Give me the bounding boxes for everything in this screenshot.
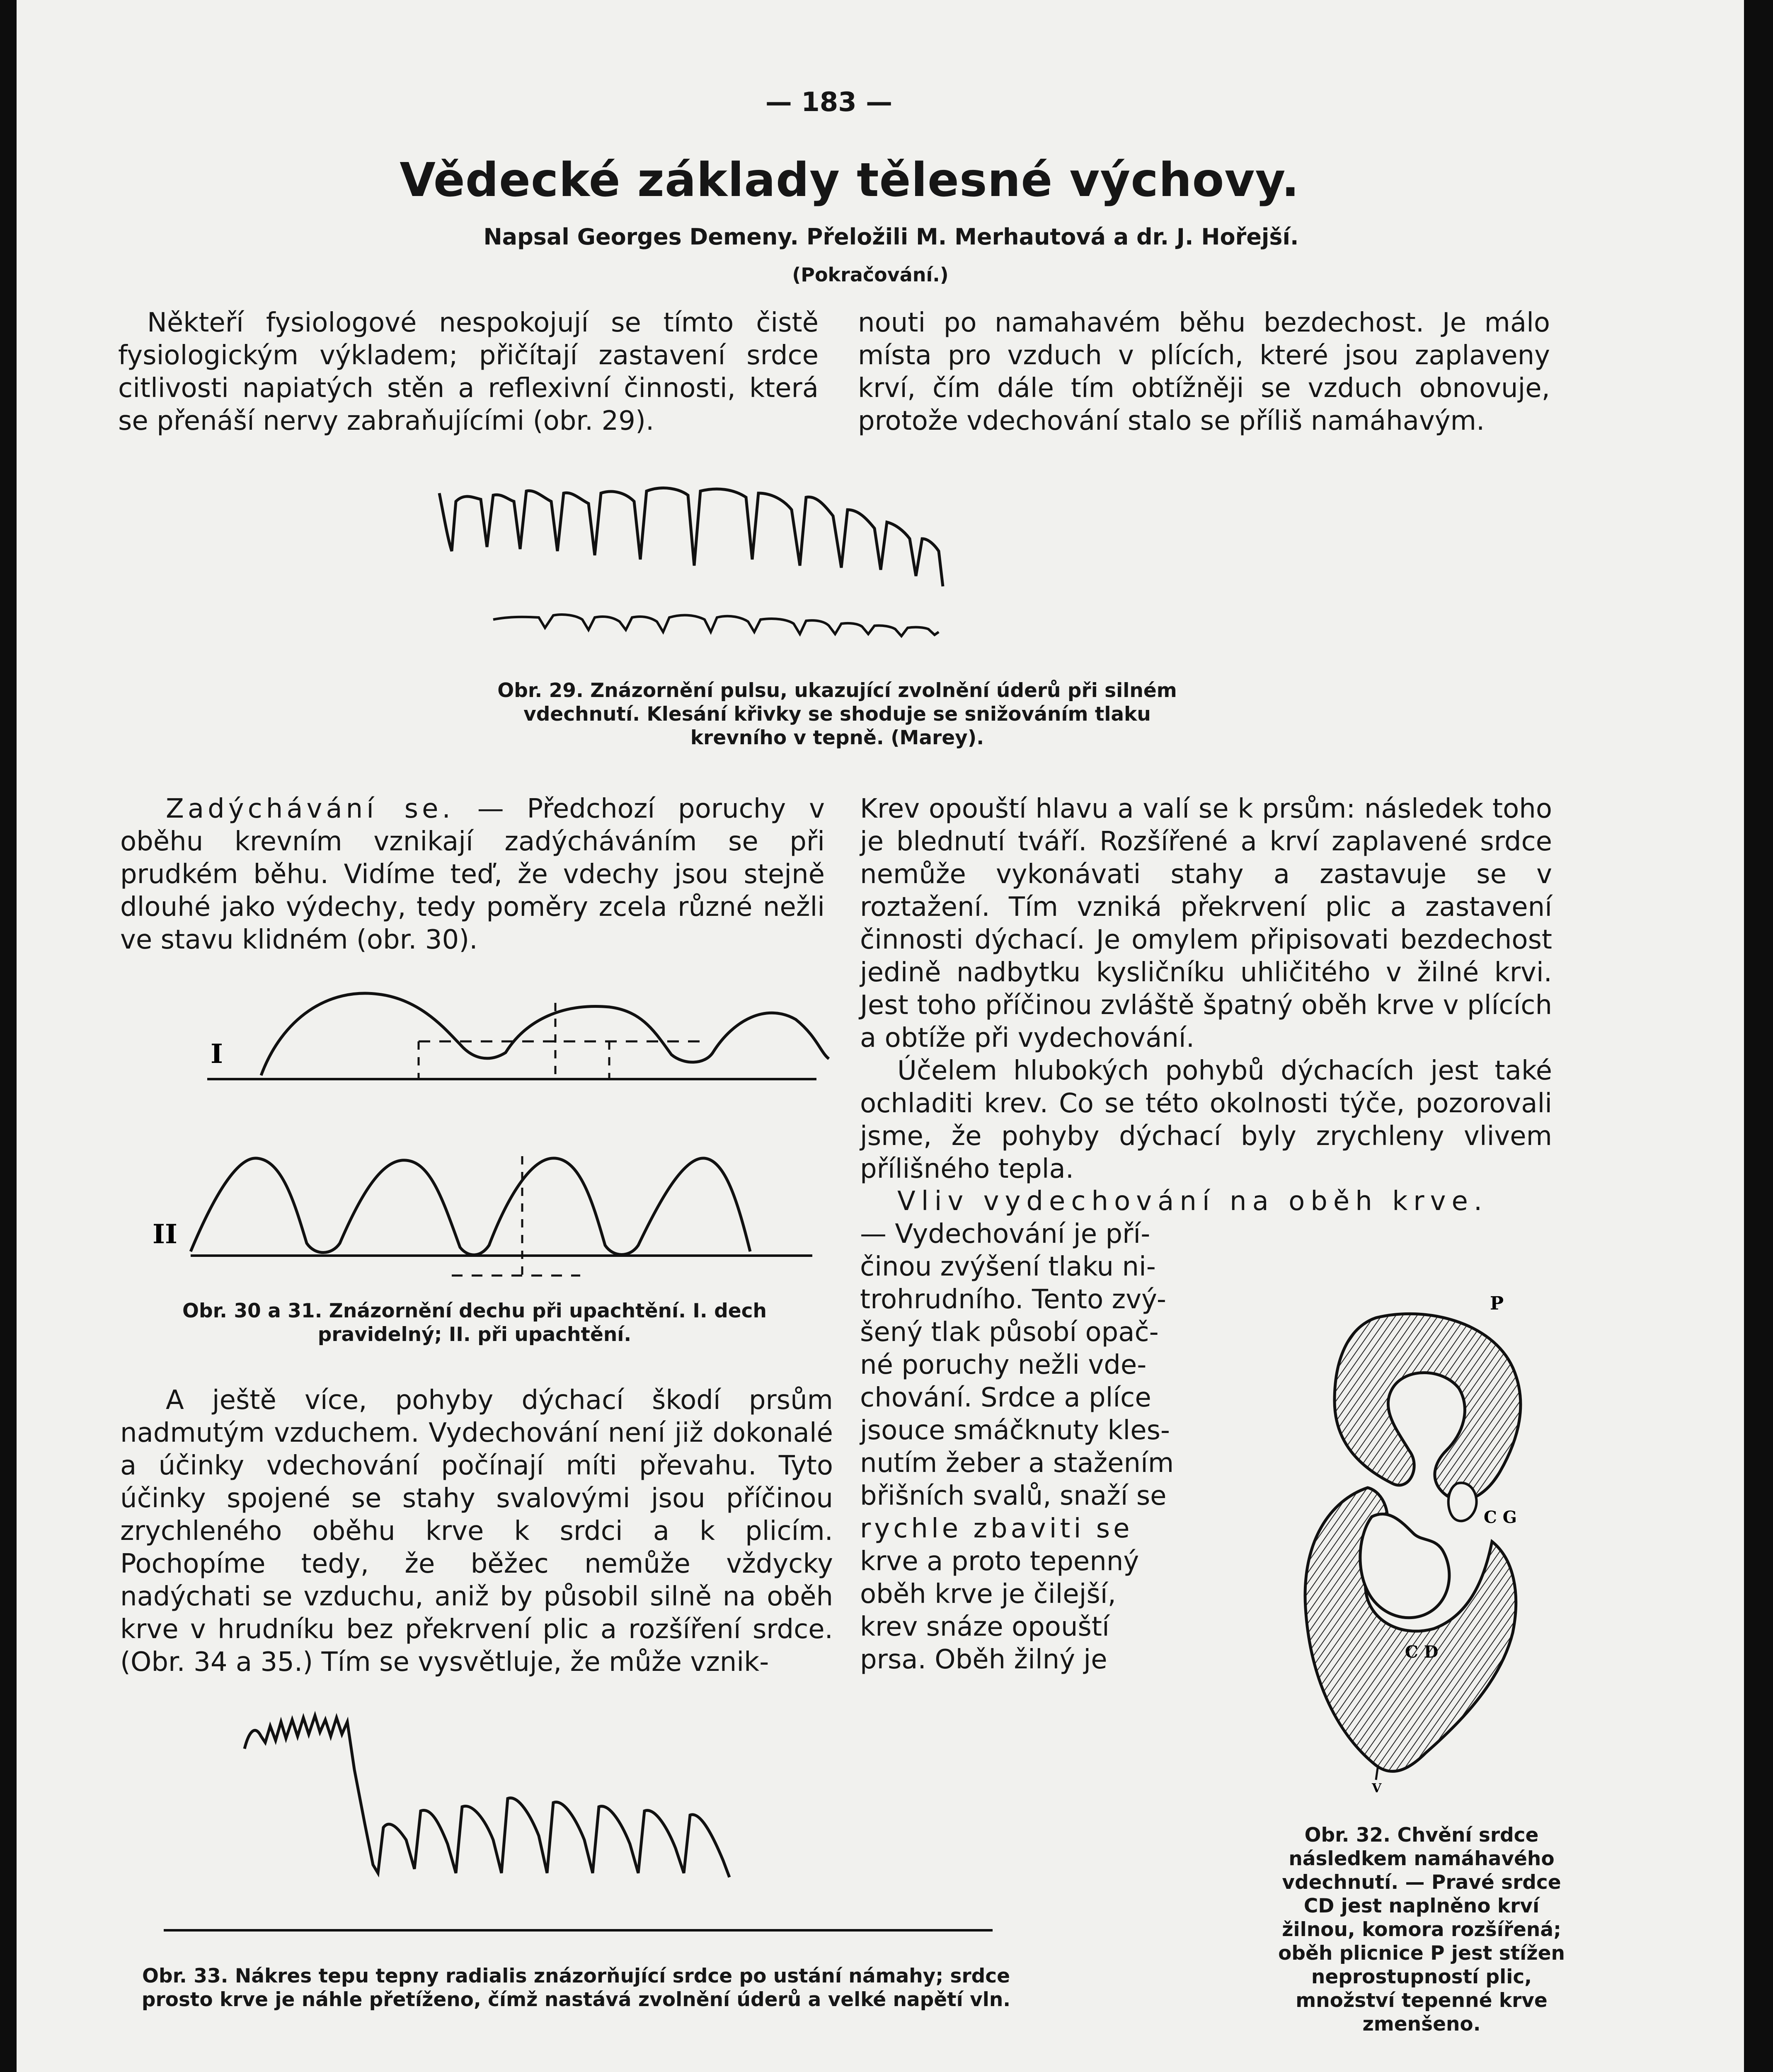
figure-30-31-caption: Obr. 30 a 31. Znázornění dechu při upachtění. I. dech pravidelný; II. při upachtění. (182, 1300, 767, 1346)
section-exhale-line: šený tlak působí opač- (860, 1317, 1159, 1348)
pulse-curve-upper (439, 488, 943, 586)
pulse-curve-lower (493, 615, 939, 636)
section-exhale-line: prsa. Oběh žilný je (860, 1644, 1107, 1675)
figure-29-pulse-tracing (431, 477, 1260, 651)
figure-32-caption: Obr. 32. Chvění srdce následkem namáhavého vdechnutí. — Pravé srdce CD jest naplněno krví žilnou, komora rozšířená; oběh plicnice P jest stížen neprostupností plic, množství tepenné krve zmenšeno. (1278, 1824, 1565, 2036)
section-exhale-text (860, 1218, 1200, 1676)
paragraph-inflated-chest: A ještě více, pohyby dýchací škodí prsům nadmutým vzduchem. Vydechování není již dokonalé a účinky vdechování počínají míti převahu. Tyto účinky spojené se stahy svalovými jsou příčinou zrychleného oběhu krve k srdci a k plicím. Pochopíme tedy, že běžec nemůže vždycky nadýchati se vzduchu, aniž by působil silně na oběh krve v hrudníku bez překrvení plic a rozšíření srdce. (Obr. 34 a 35.) Tím se vysvětluje, že může vznik- (120, 1385, 833, 1677)
label-p: P (1490, 1293, 1504, 1314)
left-heart-cg (1448, 1483, 1477, 1521)
pulmonary-artery-p (1335, 1314, 1521, 1500)
byline: Napsal Georges Demeny. Přeložili M. Merhautová a dr. J. Hořejší. (483, 224, 1299, 250)
curve-label-ii: II (153, 1219, 177, 1250)
section-exhale-line: trohrudního. Tento zvý- (860, 1284, 1166, 1315)
breath-curve-regular (261, 993, 829, 1075)
article-title: Vědecké základy tělesné výchovy. (400, 153, 1300, 207)
page-number: — 183 — (765, 87, 893, 118)
section-exhale-line: — Vydechování je pří- (860, 1219, 1151, 1249)
intro-left-paragraph: Někteří fysiologové nespokojují se tímto čistě fysiologickým výkladem; přičítají zastavení srdce citlivosti napiatých stěn a reflexivní činnosti, která se přenáší nervy zabraňujícími (obr. 29). (118, 307, 819, 436)
vein-v (1376, 1765, 1378, 1780)
section-breathless-text: — Předchozí poruchy v oběhu krevním vznikají zadýcháváním se při prudkém běhu. Vidíme teď, že vdechy jsou stejně dlouhé jako výdechy, tedy poměry zcela různé nežli ve stavu klidném (obr. 30). (120, 794, 825, 955)
figure-33-radial-pulse-tracing (232, 1703, 854, 1910)
scan-border-right (1744, 0, 1773, 2072)
section-exhale-line: krev snáze opouští (860, 1612, 1109, 1642)
section-exhale-line: jsouce smáčknuty kles- (860, 1415, 1170, 1446)
section-exhale-line: činou zvýšení tlaku ni- (860, 1251, 1156, 1282)
intro-right-paragraph: nouti po namahavém běhu bezdechost. Je málo místa pro vzduch v plících, které jsou zaplaveny krví, čím dále tím obtížněji se vzduch obnovuje, protože vdechování stalo se příliš namáhavým. (858, 307, 1550, 436)
section-exhale-line: nutím žeber a stažením (860, 1448, 1174, 1479)
figure-33-rule (164, 1929, 993, 1932)
label-cg: C G (1484, 1508, 1517, 1527)
section-exhale-line: břišních svalů, snaží se (860, 1481, 1167, 1511)
figure-33-caption: Obr. 33. Nákres tepu tepny radialis znázorňující srdce po ustání námahy; srdce prosto krve je náhle přetíženo, čímž nastává zvolnění úderů a velké napětí vln. (141, 1965, 1011, 2011)
section-exhale-line: krve a proto tepenný (860, 1546, 1139, 1577)
section-exhale-heading: Vliv vydechování na oběh krve. (897, 1186, 1488, 1217)
continued-note: (Pokračování.) (792, 264, 949, 286)
right-paragraph-1: Krev opouští hlavu a valí se k prsům: následek toho je blednutí tváří. Rozšířené a krví zaplavené srdce nemůže vykonávati stahy a zastavuje se v roztažení. Tím vzniká překrvení plic a zastavení činnosti dýchací. Je omylem připisovati bezdechost jedině nadbytku kysličníku uhličitého v žilné krvi. Jest toho příčinou zvláště špatný oběh krve v plících a obtíže při vydechování. (860, 794, 1552, 1053)
right-paragraph-2: Účelem hlubokých pohybů dýchacích jest také ochladiti krev. Co se této okolnosti týče, pozorovali jsme, že pohyby dýchací byly zrychleny vlivem přílišného tepla. (860, 1055, 1552, 1184)
section-exhale-line: oběh krve je čilejší, (860, 1579, 1116, 1610)
right-heart-cd (1360, 1514, 1449, 1618)
figure-30-31-breathing-curves (133, 970, 845, 1285)
section-exhale-line: chování. Srdce a plíce (860, 1382, 1151, 1413)
section-breathless-paragraph (120, 793, 825, 956)
label-v: V (1372, 1781, 1382, 1796)
section-exhale-line: né poruchy nežli vde- (860, 1350, 1147, 1380)
section-exhale-line: rychle zbaviti se (860, 1513, 1133, 1544)
radial-pulse-curve (245, 1716, 729, 1877)
figure-32-heart-illustration (1268, 1285, 1558, 1807)
scan-border-left (0, 0, 17, 2072)
curve-label-i: I (211, 1038, 223, 1070)
breath-curve-panting (191, 1158, 750, 1255)
section-breathless-heading: Zadýchávání se. (166, 794, 454, 824)
figure-29-caption: Obr. 29. Znázornění pulsu, ukazující zvolnění úderů při silném vdechnutí. Klesání křivky se shoduje se snižováním tlaku krevního v tepně. (Marey). (497, 679, 1177, 749)
